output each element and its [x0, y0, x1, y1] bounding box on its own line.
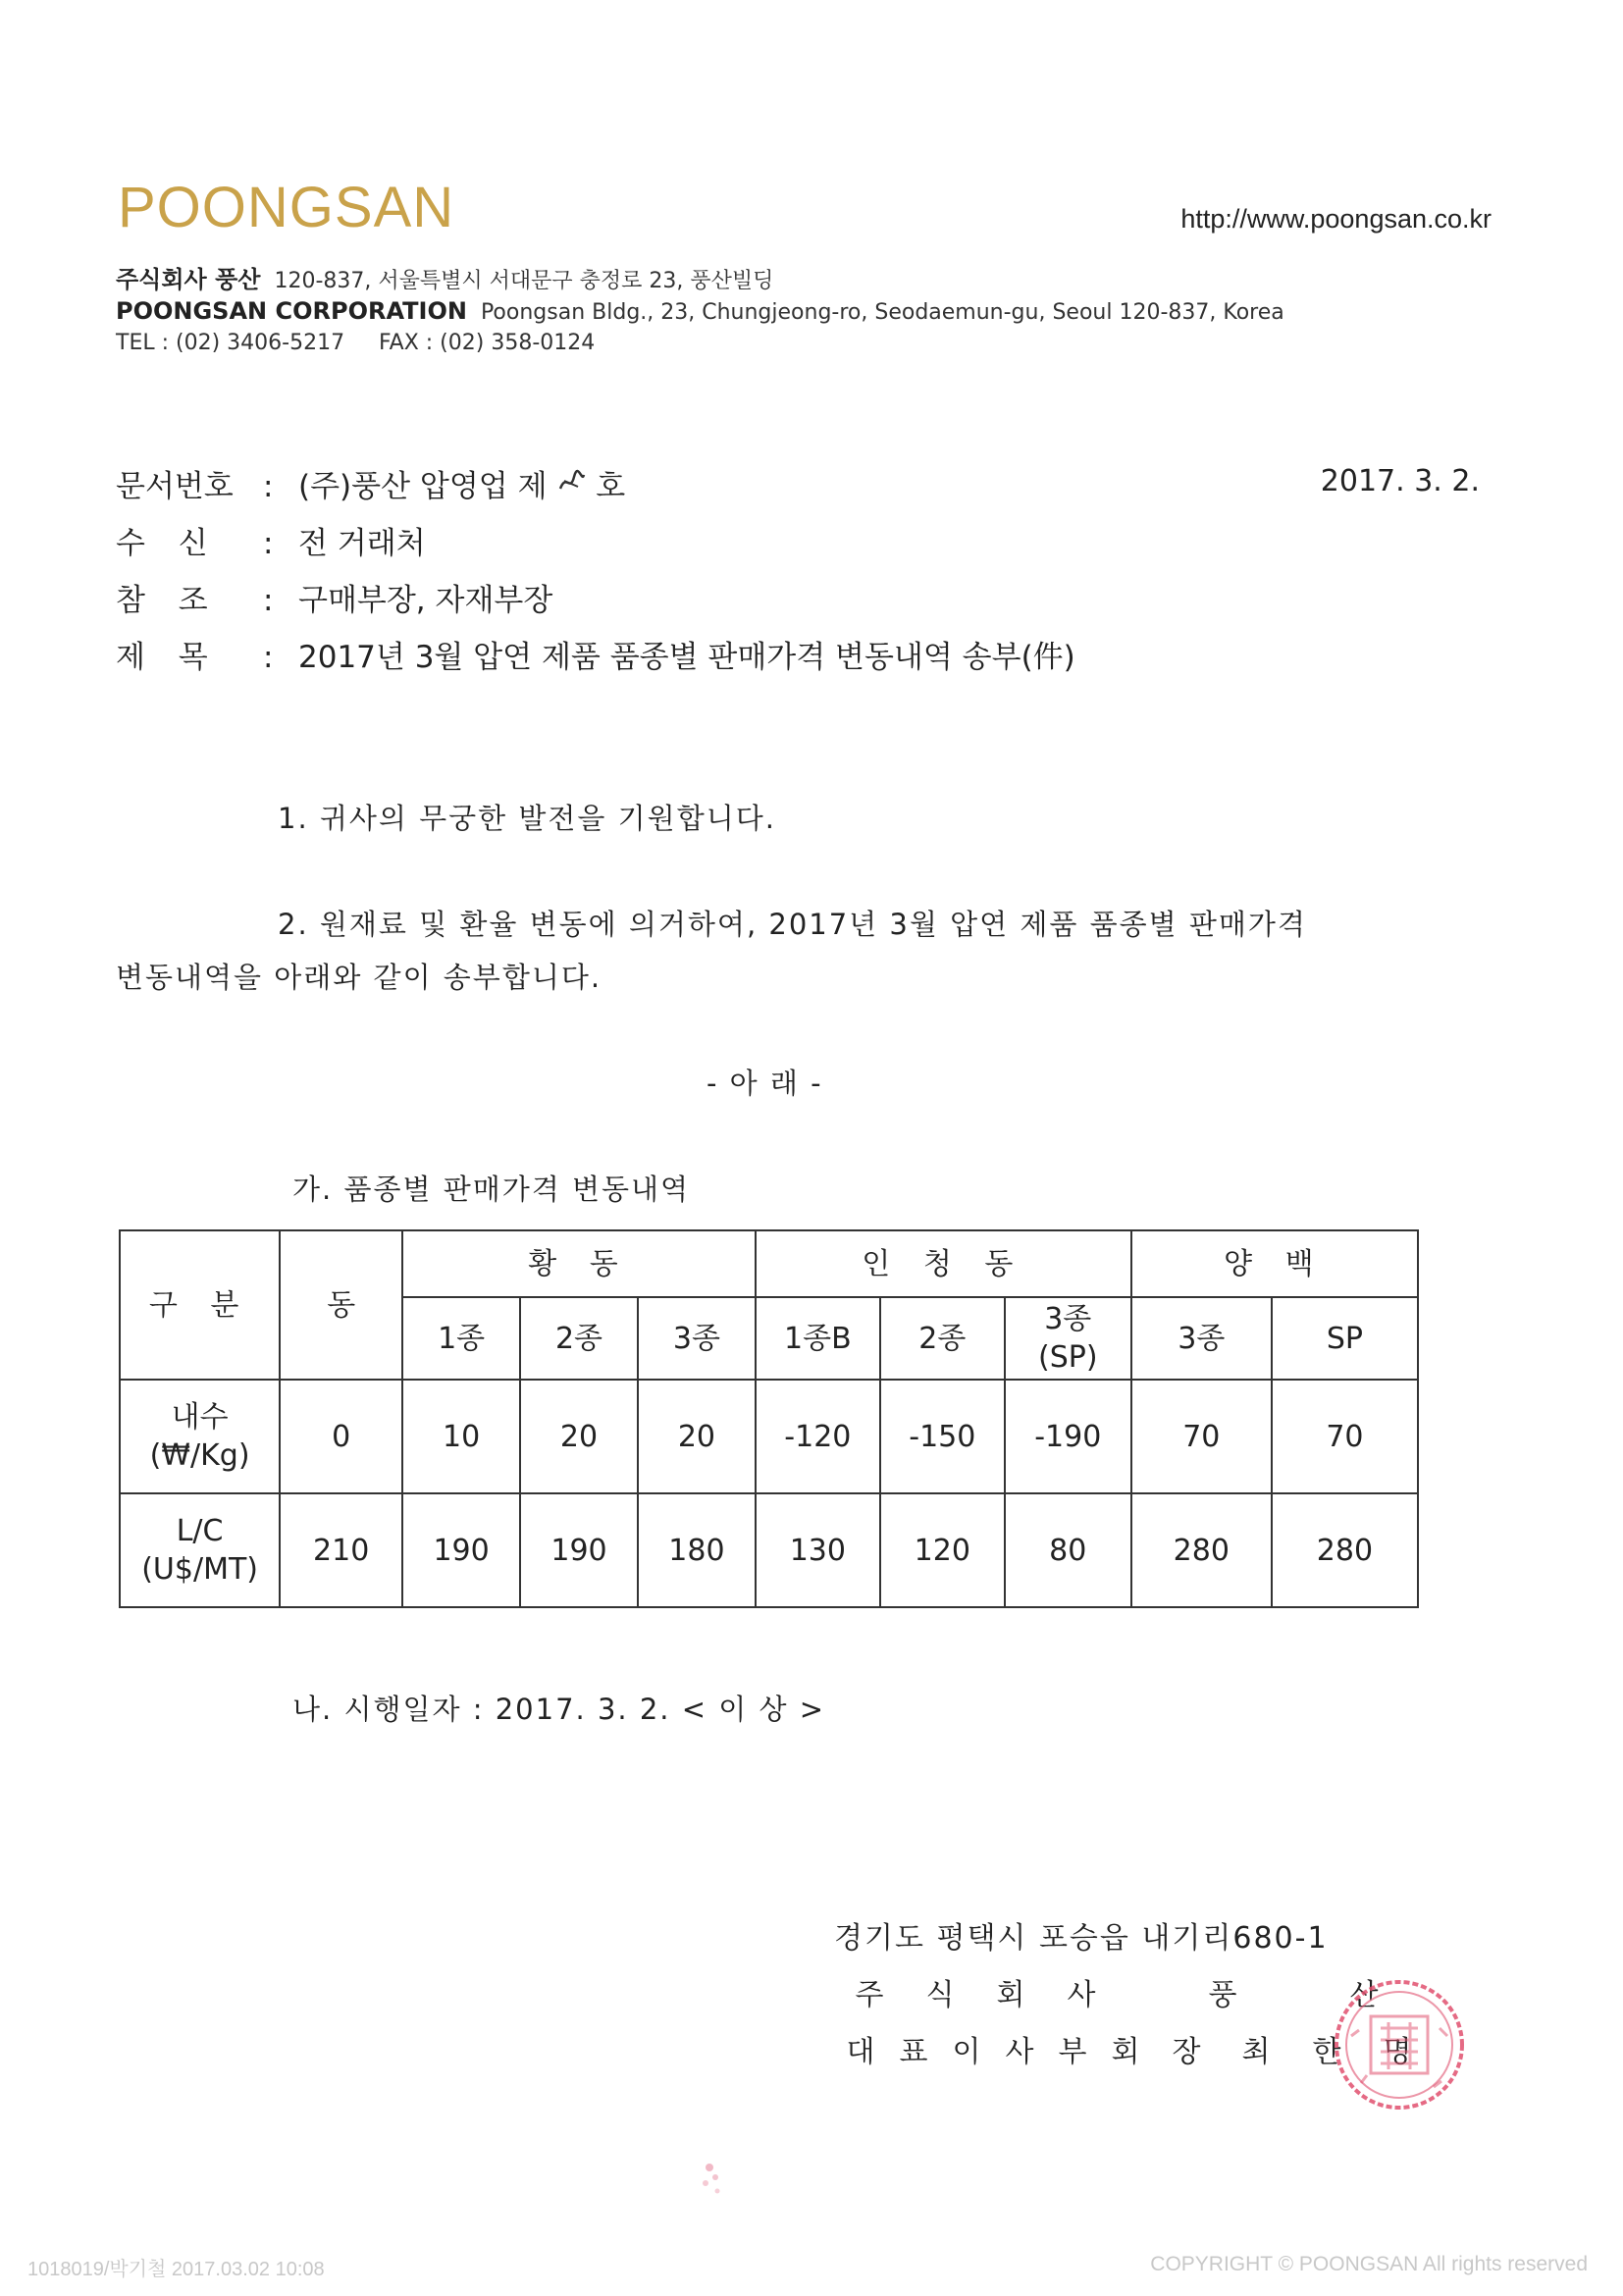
- table-cell: 190: [402, 1493, 520, 1607]
- row-label-domestic: [120, 1380, 280, 1493]
- recipient-row: 수 신 : 전 거래처: [116, 518, 426, 562]
- sub-header-cell: SP: [1272, 1297, 1418, 1380]
- sub-header-cell: 2종: [520, 1297, 638, 1380]
- table-cell: 10: [402, 1380, 520, 1493]
- row-label-lc: [120, 1493, 280, 1607]
- company-name-korean: 주식회사 풍산: [116, 266, 261, 293]
- document-number-row: 문서번호 : (주)풍산 압영업 제 호: [116, 461, 625, 505]
- reference-label: 참 조: [116, 583, 220, 618]
- closing-char: 부: [1058, 2035, 1087, 2069]
- paragraph-2-line-2: 변동내역을 아래와 같이 송부합니다.: [116, 961, 602, 994]
- table-cell: 0: [280, 1380, 402, 1493]
- address-english-text: Poongsan Bldg., 23, Chungjeong-ro, Seodaemun-gu, Seoul 120-837, Korea: [480, 300, 1284, 325]
- document-number-suffix: 호: [596, 469, 626, 504]
- table-cell: 280: [1131, 1493, 1272, 1607]
- table-cell: 120: [880, 1493, 1005, 1607]
- reference-row: 참 조 : 구매부장, 자재부장: [116, 575, 552, 619]
- sub-header-line: (SP): [1037, 1340, 1098, 1375]
- table-cell: 20: [638, 1380, 756, 1493]
- header-brass: 황 동: [402, 1230, 756, 1297]
- header-phosphor-bronze: 인 청 동: [756, 1230, 1131, 1297]
- paragraph-2-line-1: 2. 원재료 및 환율 변동에 의거하여, 2017년 3월 압연 제품 품종별 판매가격: [278, 908, 1307, 941]
- closing-char: 사: [1067, 1978, 1096, 2012]
- row-label-line: (U$/MT): [141, 1552, 258, 1587]
- document-date: 2017. 3. 2.: [1320, 464, 1480, 498]
- footer-print-stamp: 1018019/박기철 2017.03.02 10:08: [27, 2259, 325, 2280]
- table-cell: 70: [1272, 1380, 1418, 1493]
- address-english: [116, 297, 1284, 325]
- sub-header-cell: 1종B: [756, 1297, 880, 1380]
- header-category: 구 분: [120, 1230, 280, 1380]
- closing-char: 대: [846, 2035, 875, 2069]
- table-cell: 280: [1272, 1493, 1418, 1607]
- handwritten-number-mark: [556, 467, 586, 504]
- company-seal-stamp: [1332, 1977, 1467, 2113]
- section-a-heading: 가. 품종별 판매가격 변동내역: [292, 1173, 691, 1206]
- fax: FAX : (02) 358-0124: [379, 331, 596, 355]
- closing-char: 장: [1172, 2035, 1201, 2069]
- ink-smudge: [692, 2154, 731, 2203]
- address-korean-text: 120-837, 서울특별시 서대문구 충정로 23, 풍산빌딩: [274, 269, 774, 293]
- table-cell: 180: [638, 1493, 756, 1607]
- paragraph-1: 1. 귀사의 무궁한 발전을 기원합니다.: [278, 802, 776, 835]
- table-cell: -150: [880, 1380, 1005, 1493]
- closing-char: 식: [925, 1978, 955, 2012]
- price-change-table: [119, 1229, 1419, 1608]
- header-nickel-silver: 양 백: [1131, 1230, 1418, 1297]
- sub-header-line: 3종: [1044, 1302, 1092, 1336]
- closing-char: 회: [1111, 2035, 1140, 2069]
- document-number-label: 문서번호: [116, 469, 234, 504]
- table-cell: -120: [756, 1380, 880, 1493]
- table-cell: 80: [1005, 1493, 1131, 1607]
- table-cell: 20: [520, 1380, 638, 1493]
- table-cell: 190: [520, 1493, 638, 1607]
- document-number-prefix: (주)풍산 압영업 제: [298, 469, 548, 504]
- row-label-line: 내수: [171, 1400, 229, 1435]
- company-logo: POONGSAN: [118, 176, 455, 239]
- closing-char: 한: [1312, 2035, 1341, 2069]
- table-cell: 70: [1131, 1380, 1272, 1493]
- sub-header-cell: 1종: [402, 1297, 520, 1380]
- subject-value: 2017년 3월 압연 제품 품종별 판매가격 변동내역 송부(件): [298, 640, 1075, 675]
- row-label-line: (₩/Kg): [149, 1438, 250, 1473]
- address-korean: [116, 260, 773, 294]
- closing-char: 최: [1241, 2035, 1271, 2069]
- sub-header-cell: [1005, 1297, 1131, 1380]
- reference-value: 구매부장, 자재부장: [298, 583, 553, 618]
- subject-label: 제 목: [116, 640, 220, 675]
- closing-char: 풍: [1208, 1978, 1237, 2012]
- subject-row: 제 목 : 2017년 3월 압연 제품 품종별 판매가격 변동내역 송부(件): [116, 632, 1075, 676]
- recipient-value: 전 거래처: [298, 526, 426, 561]
- company-url: http://www.poongsan.co.kr: [1180, 204, 1492, 234]
- sub-header-cell: 3종: [1131, 1297, 1272, 1380]
- closing-char: 산: [1349, 1978, 1379, 2012]
- closing-char: 주: [855, 1978, 884, 2012]
- closing-address: 경기도 평택시 포승읍 내기리680-1: [834, 1921, 1329, 1956]
- sub-header-cell: 3종: [638, 1297, 756, 1380]
- closing-char: 표: [899, 2035, 928, 2069]
- closing-char: 이: [952, 2035, 981, 2069]
- sub-header-cell: 2종: [880, 1297, 1005, 1380]
- recipient-label: 수 신: [116, 526, 220, 561]
- below-heading: - 아 래 -: [707, 1067, 823, 1100]
- table-cell: -190: [1005, 1380, 1131, 1493]
- footer-copyright: COPYRIGHT © POONGSAN All rights reserved: [1150, 2253, 1588, 2275]
- table-cell: 130: [756, 1493, 880, 1607]
- table-cell: 210: [280, 1493, 402, 1607]
- contact-line: [116, 331, 595, 355]
- telephone: TEL : (02) 3406-5217: [116, 331, 345, 355]
- header-copper: 동: [280, 1230, 402, 1380]
- closing-char: 명: [1383, 2035, 1412, 2069]
- company-name-english: POONGSAN CORPORATION: [116, 297, 467, 325]
- closing-char: 사: [1005, 2035, 1034, 2069]
- closing-char: 회: [996, 1978, 1025, 2012]
- closing-company: [834, 1970, 1399, 2013]
- row-label-line: L/C: [176, 1514, 224, 1548]
- section-b-effective-date: 나. 시행일자 : 2017. 3. 2. < 이 상 >: [292, 1693, 826, 1726]
